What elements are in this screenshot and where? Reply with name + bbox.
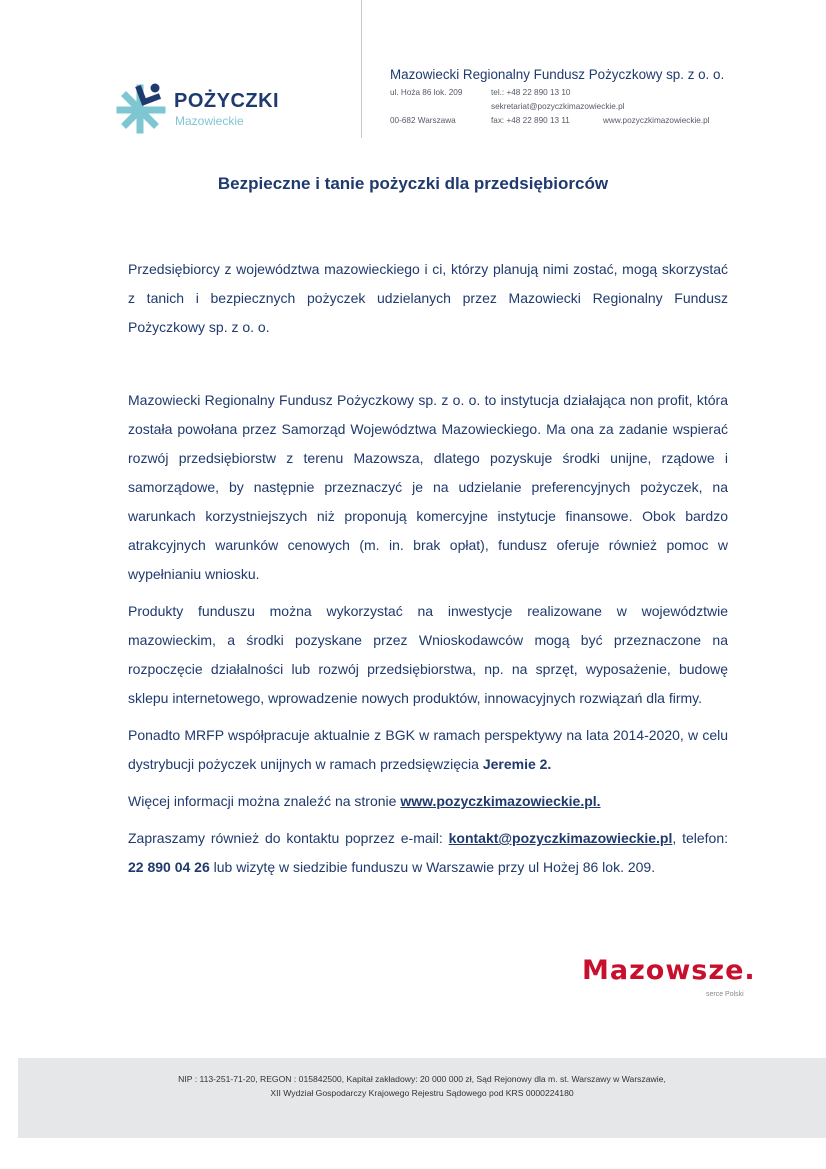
address-city: 00-682 Warszawa bbox=[390, 116, 456, 125]
fax: fax: +48 22 890 13 11 bbox=[491, 116, 570, 125]
footer bbox=[18, 1058, 826, 1138]
logo-title: POŻYCZKI bbox=[174, 90, 280, 112]
logo-subtitle: Mazowieckie bbox=[175, 114, 244, 128]
footer-line-2: XII Wydział Gospodarczy Krajowego Rejestru Sądowego pod KRS 0000224180 bbox=[270, 1088, 574, 1098]
paragraph-6-text-2: , telefon: bbox=[672, 830, 728, 846]
website-link[interactable]: www.pozyczkimazowieckie.pl. bbox=[400, 793, 601, 809]
contact-email-link[interactable]: kontakt@pozyczkimazowieckie.pl bbox=[448, 830, 673, 846]
body-section bbox=[128, 386, 728, 882]
mazowsze-logo-subtitle: serce Polski bbox=[706, 991, 744, 998]
paragraph-6-text-1: Zapraszamy również do kontaktu poprzez e-mail: bbox=[128, 830, 449, 846]
footer-line-1: NIP : 113-251-71-20, REGON : 015842500, Kapitał zakładowy: 20 000 000 zł, Sąd Rejonowy dla m. st. Warszawy w Warszawie, bbox=[178, 1074, 666, 1084]
mazowsze-logo-text: Mazowsze. bbox=[582, 955, 756, 986]
header-divider bbox=[361, 0, 362, 138]
paragraph-1: Przedsiębiorcy z województwa mazowieckiego i ci, którzy planują nimi zostać, mogą skorzystać z tanich i bezpiecznych pożyczek udzielanych przez Mazowiecki Regionalny Fundusz Pożyczkowy sp. z o. o. bbox=[128, 261, 728, 335]
email-address[interactable]: sekretariat@pozyczkimazowieckie.pl bbox=[491, 102, 625, 111]
paragraph-6 bbox=[128, 824, 728, 882]
paragraph-intro bbox=[128, 255, 728, 342]
mazowsze-logo bbox=[582, 955, 772, 1005]
document-title: Bezpieczne i tanie pożyczki dla przedsiębiorców bbox=[217, 174, 609, 193]
program-name: Jeremie 2. bbox=[482, 756, 552, 772]
paragraph-4 bbox=[128, 721, 728, 779]
paragraph-4-text: Ponadto MRFP współpracuje aktualnie z BGK w ramach perspektywy na lata 2014-2020, w celu dystrybucji pożyczek unijnych w ramach przedsięwzięcia bbox=[128, 727, 728, 772]
telephone: tel.: +48 22 890 13 10 bbox=[491, 88, 571, 97]
paragraph-6-text-3: lub wizytę w siedzibie funduszu w Warszawie przy ul Hożej 86 lok. 209. bbox=[209, 859, 656, 875]
contact-phone: 22 890 04 26 bbox=[128, 859, 210, 875]
paragraph-5 bbox=[128, 787, 728, 816]
paragraph-3: Produkty funduszu można wykorzystać na inwestycje realizowane w województwie mazowieckim, a środki pozyskane przez Wnioskodawców mogą być przeznaczone na rozpoczęcie działalności lub rozwój przedsiębiorstwa, np. na sprzęt, wyposażenie, budowę sklepu internetowego, wprowadzenie nowych produktów, innowacyjnych rozwiązań dla firmy. bbox=[128, 603, 728, 706]
snowflake-logo-icon bbox=[114, 80, 170, 136]
address-street: ul. Hoża 86 lok. 209 bbox=[390, 88, 463, 97]
paragraph-5-text: Więcej informacji można znaleźć na stronie bbox=[128, 793, 401, 809]
pozyczki-logo bbox=[114, 80, 294, 134]
website[interactable]: www.pozyczkimazowieckie.pl bbox=[603, 116, 710, 125]
company-name: Mazowiecki Regionalny Fundusz Pożyczkowy sp. z o. o. bbox=[390, 67, 725, 82]
paragraph-2: Mazowiecki Regionalny Fundusz Pożyczkowy sp. z o. o. to instytucja działająca non profit, która została powołana przez Samorząd Województwa Mazowieckiego. Ma ona za zadanie wspierać rozwój przedsiębiorstw z terenu Mazowsza, dlatego pozyskuje środki unijne, rządowe i samorządowe, by następnie przeznaczyć je na udzielanie preferencyjnych pożyczek, na warunkach korzystniejszych niż proponują komercyjne instytucje finansowe. Obok bardzo atrakcyjnych warunków cenowych (m. in. brak opłat), fundusz oferuje również pomoc w wypełnianiu wniosku. bbox=[128, 392, 728, 582]
